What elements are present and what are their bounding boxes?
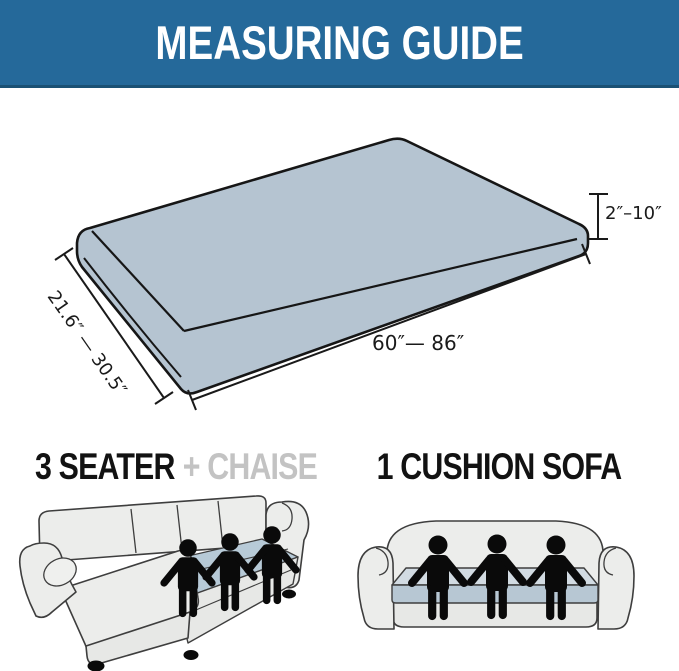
sofa-title-text: 1 CUSHION SOFA bbox=[376, 446, 622, 487]
sofa-right-arm bbox=[598, 547, 634, 629]
sofa-left-arm bbox=[358, 547, 394, 629]
page-title: MEASURING GUIDE bbox=[155, 16, 524, 69]
sectional-title-secondary: + CHAISE bbox=[182, 446, 317, 487]
sectional-sofa-illustration bbox=[20, 496, 309, 671]
sofa-title bbox=[369, 446, 630, 488]
cushion-illustration bbox=[77, 139, 588, 394]
height-dimension-label: 2″–10″ bbox=[605, 203, 662, 224]
sectional-title-primary: 3 SEATER bbox=[34, 446, 175, 487]
depth-dimension-label: 21.6″ — 30.5″ bbox=[42, 287, 131, 400]
one-cushion-sofa-illustration bbox=[358, 521, 634, 629]
sectional-title bbox=[32, 446, 321, 488]
width-dimension-label: 60″— 86″ bbox=[372, 331, 465, 355]
cushion-body bbox=[77, 139, 588, 394]
